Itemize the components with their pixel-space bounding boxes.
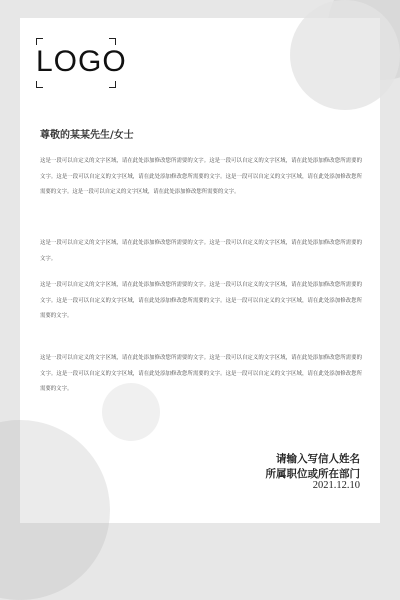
body-paragraph: 这是一段可以自定义的文字区域，请在此处添加修改您所需要的文字。这是一段可以自定义的文字区域，请在此处添加修改您所需要的文字。这是一段可以自定义的文字区域，请在此处添加修改您所需要的文字。这是一段可以自定义的文字区域，请在此处添加修改您所需要的文字。 bbox=[40, 282, 362, 319]
decor-circle-overlay-bottom-left bbox=[0, 420, 110, 600]
logo-corner-mark bbox=[36, 81, 43, 88]
body-paragraph: 这是一段可以自定义的文字区域，请在此处添加修改您所需要的文字。这是一段可以自定义的文字区域，请在此处添加修改您所需要的文字。 bbox=[40, 240, 362, 262]
salutation: 尊敬的某某先生/女士 bbox=[40, 130, 134, 141]
logo-text: LOGO bbox=[36, 45, 127, 78]
body-paragraph: 这是一段可以自定义的文字区域，请在此处添加修改您所需要的文字。这是一段可以自定义的文字区域，请在此处添加修改您所需要的文字。这是一段可以自定义的文字区域，请在此处添加修改您所需要的文字。这是一段可以自定义的文字区域，请在此处添加修改您所需要的文字。这是一段可以自定义的文字区域，请在此处添加修改您所需要的文字。 bbox=[40, 158, 362, 195]
logo-corner-mark bbox=[109, 81, 116, 88]
signer-name: 请输入写信人姓名 bbox=[276, 453, 360, 465]
letter-paper bbox=[20, 18, 380, 523]
logo bbox=[36, 38, 127, 88]
body-paragraph: 这是一段可以自定义的文字区域，请在此处添加修改您所需要的文字。这是一段可以自定义的文字区域，请在此处添加修改您所需要的文字。这是一段可以自定义的文字区域，请在此处添加修改您所需要的文字。这是一段可以自定义的文字区域，请在此处添加修改您所需要的文字。 bbox=[40, 355, 362, 392]
signer-position: 所属职位或所在部门 bbox=[265, 468, 360, 480]
letter-date: 2021.12.10 bbox=[312, 480, 360, 491]
decor-circle-overlay-top-right bbox=[290, 0, 400, 110]
